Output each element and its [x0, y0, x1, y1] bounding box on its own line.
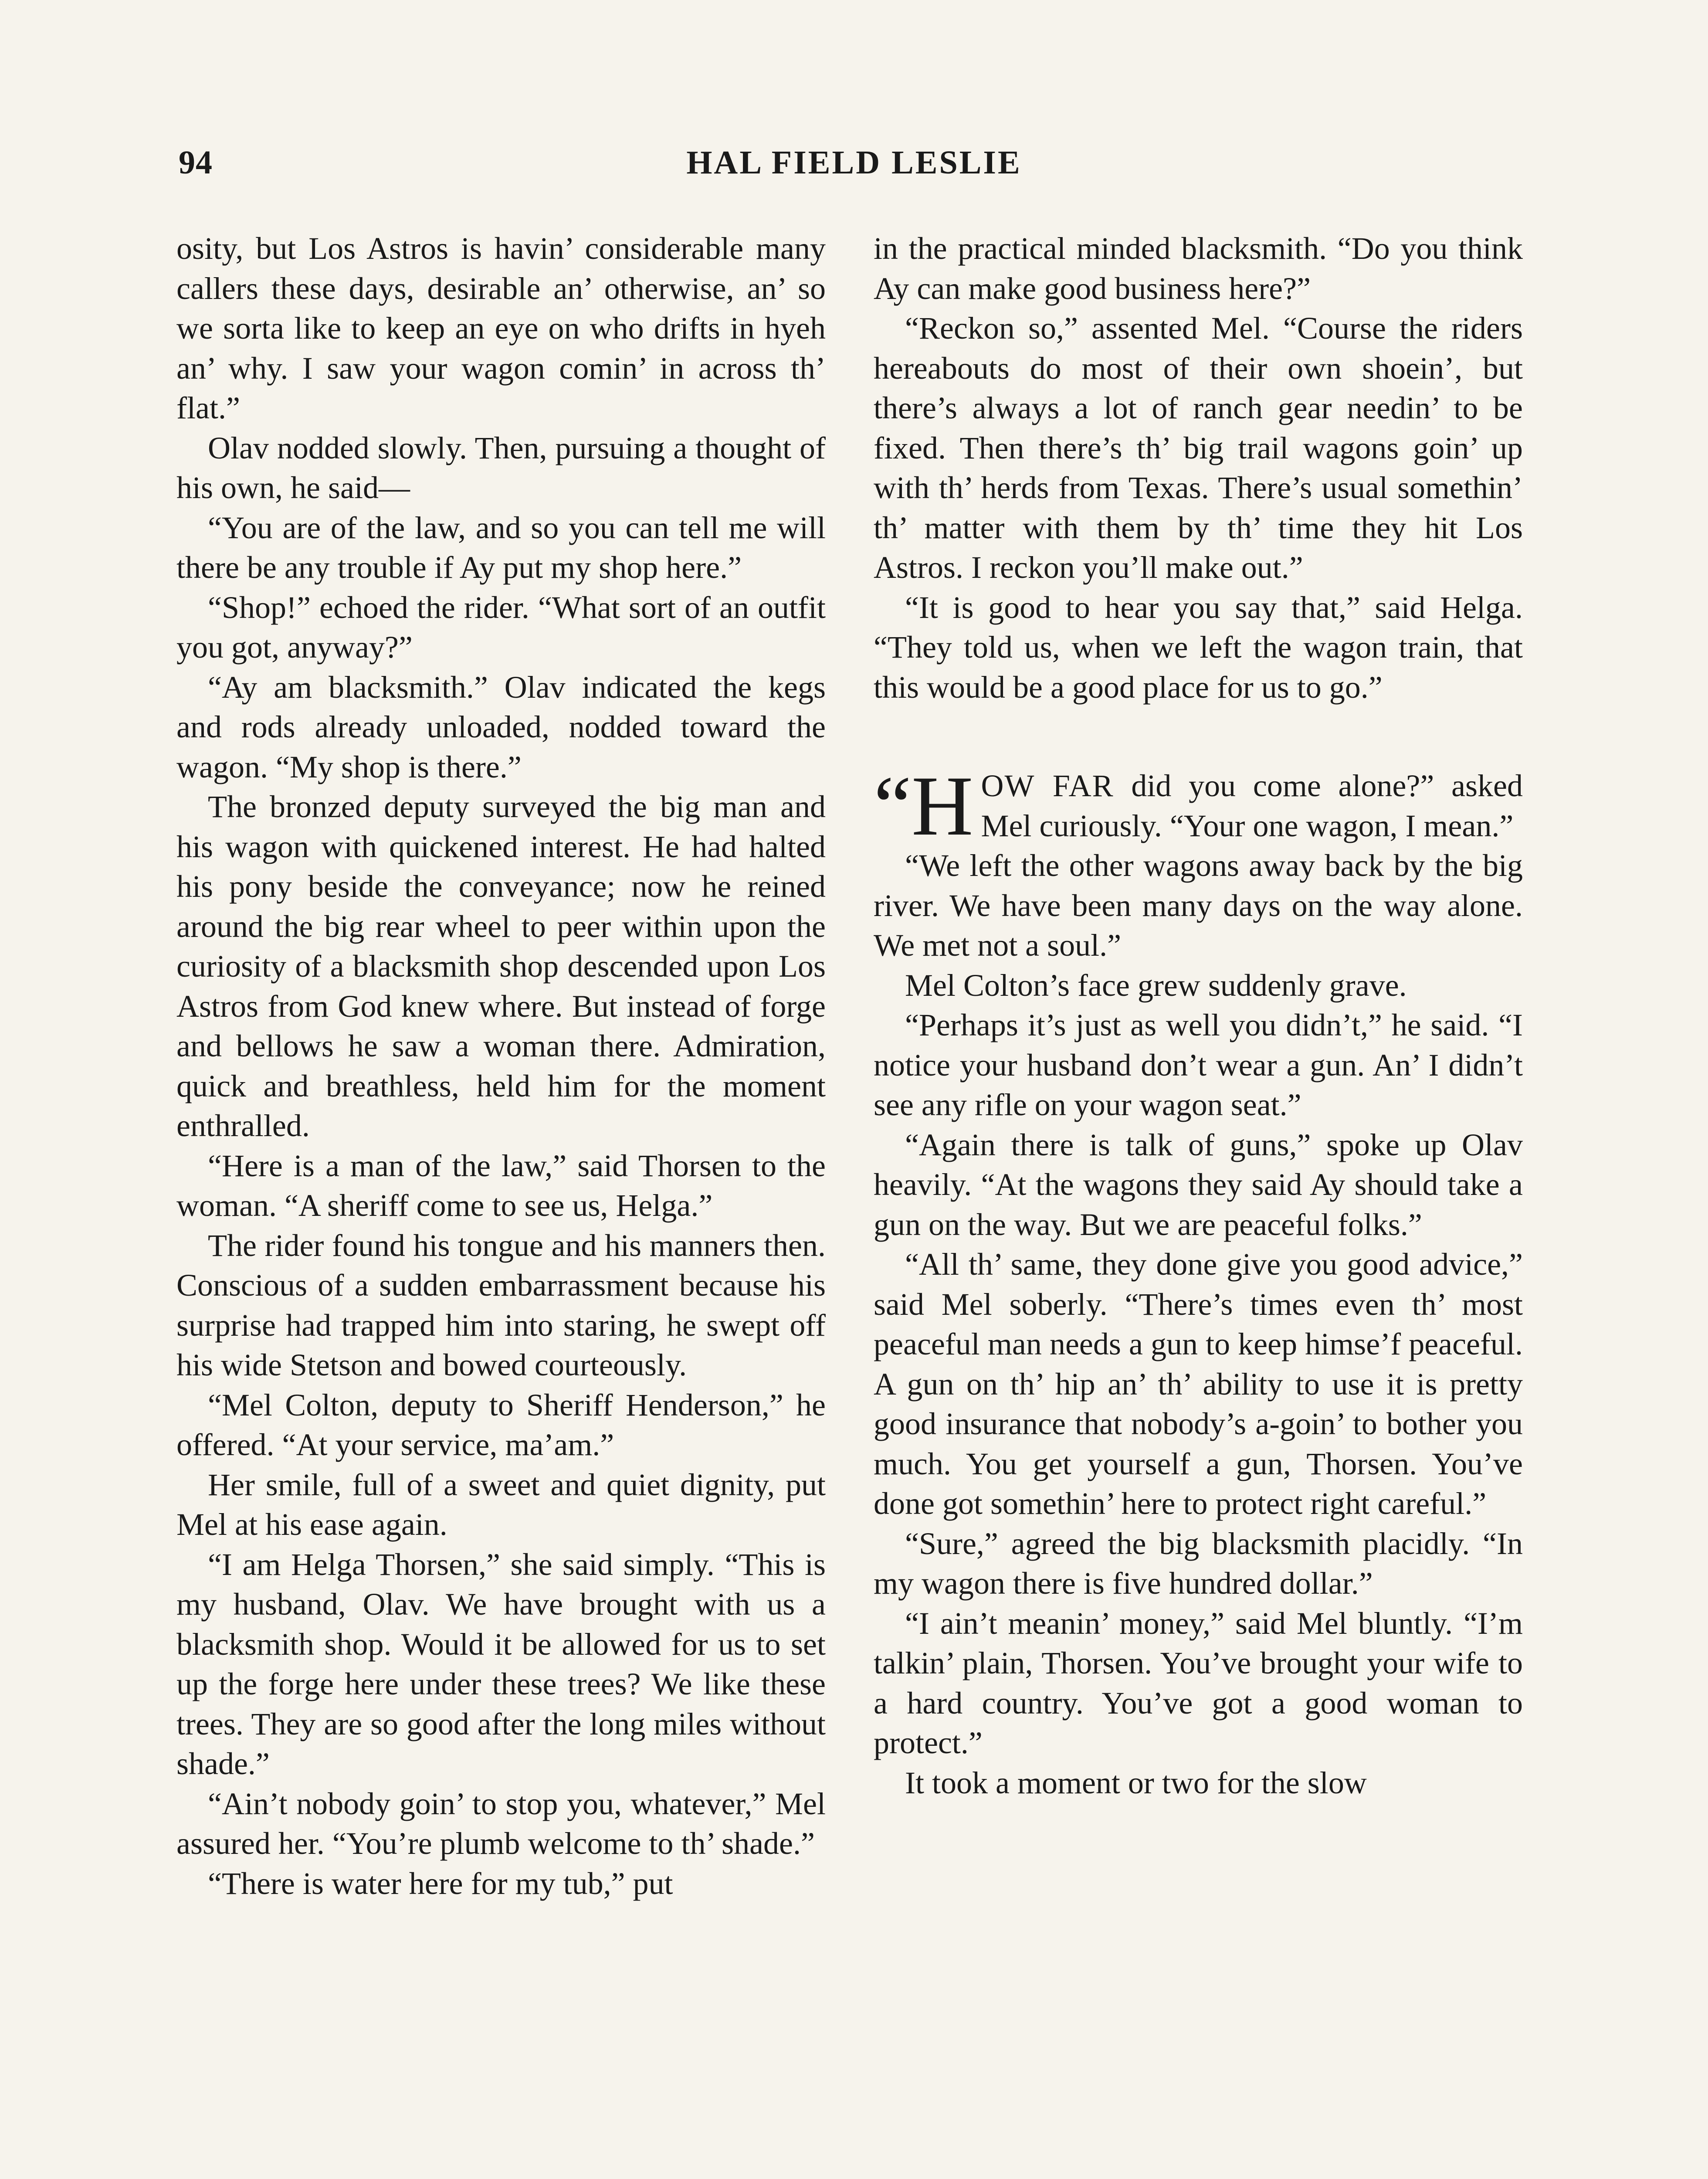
- running-head: HAL FIELD LESLIE: [686, 144, 1022, 181]
- paragraph: Olav nodded slowly. Then, pursuing a thought of his own, he said—: [176, 430, 826, 505]
- lead-in-rest: did you come alone?” asked Mel curiously. “Your one wagon, I mean.”: [981, 768, 1523, 843]
- paragraph: “Ay am blacksmith.” Olav indicated the kegs and rods already unloaded, nodded toward the wagon. “My shop is there.”: [176, 669, 826, 784]
- paragraph: “Ain’t nobody goin’ to stop you, whatever,” Mel assured her. “You’re plumb welcome to th’ shade.”: [176, 1786, 826, 1861]
- paragraph: “I am Helga Thorsen,” she said simply. “This is my husband, Olav. We have brought with us a blacksmith shop. Would it be allowed for us to set up the forge here under these trees? We like these trees. They are so good after the long miles without shade.”: [176, 1547, 826, 1781]
- paragraph: The rider found his tongue and his manners then. Conscious of a sudden embarrassment because his surprise had trapped him into staring, he swept off his wide Stetson and bowed courteously.: [176, 1228, 826, 1382]
- paragraph: “Sure,” agreed the big blacksmith placidly. “In my wagon there is five hundred dollar.”: [874, 1526, 1523, 1601]
- paragraph: in the practical minded blacksmith. “Do you think Ay can make good business here?”: [874, 231, 1523, 306]
- paragraph: “Here is a man of the law,” said Thorsen to the woman. “A sheriff come to see us, Helga.”: [176, 1148, 826, 1223]
- paragraph: “Perhaps it’s just as well you didn’t,” he said. “I notice your husband don’t wear a gun. An’ I didn’t see any rifle on your wagon seat.”: [874, 1008, 1523, 1122]
- section-opening-paragraph: [874, 759, 1523, 853]
- paragraph: The bronzed deputy surveyed the big man and his wagon with quickened interest. He had halted his pony beside the conveyance; now he reined around the big rear wheel to peer within upon the curiosity of a blacksmith shop descended upon Los Astros from God knew where. But instead of forge and bellows he saw a woman there. Admiration, quick and breathless, held him for the moment enthralled.: [176, 789, 826, 1143]
- paragraph: osity, but Los Astros is havin’ considerable many callers these days, desirable an’ otherwise, an’ so we sorta like to keep an eye on who drifts in hyeh an’ why. I saw your wagon comin’ in across th’ flat.”: [176, 231, 826, 425]
- lead-in: OW FAR: [981, 768, 1114, 803]
- paragraph: “It is good to hear you say that,” said Helga. “They told us, when we left the wagon train, that this would be a good place for us to go.”: [874, 590, 1523, 705]
- left-column: [176, 229, 826, 1904]
- paragraph: Mel Colton’s face grew suddenly grave.: [905, 967, 1407, 1003]
- page-number: 94: [179, 144, 213, 181]
- paragraph: It took a moment or two for the slow: [905, 1765, 1367, 1800]
- paragraph: “Shop!” echoed the rider. “What sort of an outfit you got, anyway?”: [176, 590, 826, 665]
- paragraph: “We left the other wagons away back by the big river. We have been many days on the way alone. We met not a soul.”: [874, 848, 1523, 963]
- right-column: [874, 229, 1523, 1803]
- paragraph: “Mel Colton, deputy to Sheriff Henderson,” he offered. “At your service, ma’am.”: [176, 1387, 826, 1462]
- paragraph: “Again there is talk of guns,” spoke up Olav heavily. “At the wagons they said Ay should take a gun on the way. But we are peaceful folks.”: [874, 1127, 1523, 1242]
- paragraph: “You are of the law, and so you can tell me will there be any trouble if Ay put my shop here.”: [176, 510, 826, 585]
- drop-cap-letter: H: [912, 759, 973, 853]
- drop-cap-open-quote: “: [874, 759, 912, 853]
- paragraph: “Reckon so,” assented Mel. “Course the riders hereabouts do most of their own shoein’, but there’s always a lot of ranch gear needin’ to be fixed. Then there’s th’ big trail wagons goin’ up with th’ herds from Texas. There’s usual somethin’ th’ matter with them by th’ time they hit Los Astros. I reckon you’ll make out.”: [874, 311, 1523, 585]
- paragraph: Her smile, full of a sweet and quiet dignity, put Mel at his ease again.: [176, 1467, 826, 1542]
- paragraph: “All th’ same, they done give you good advice,” said Mel soberly. “There’s times even th’ most peaceful man needs a gun to keep himse’f peaceful. A gun on th’ hip an’ th’ ability to use it is pretty good insurance that nobody’s a-goin’ to bother you much. You get yourself a gun, Thorsen. You’ve done got somethin’ here to protect right careful.”: [874, 1247, 1523, 1521]
- paragraph: “I ain’t meanin’ money,” said Mel bluntly. “I’m talkin’ plain, Thorsen. You’ve brought your wife to a hard country. You’ve got a good woman to protect.”: [874, 1605, 1523, 1760]
- paragraph: “There is water here for my tub,” put: [208, 1866, 673, 1901]
- drop-cap: [874, 759, 973, 853]
